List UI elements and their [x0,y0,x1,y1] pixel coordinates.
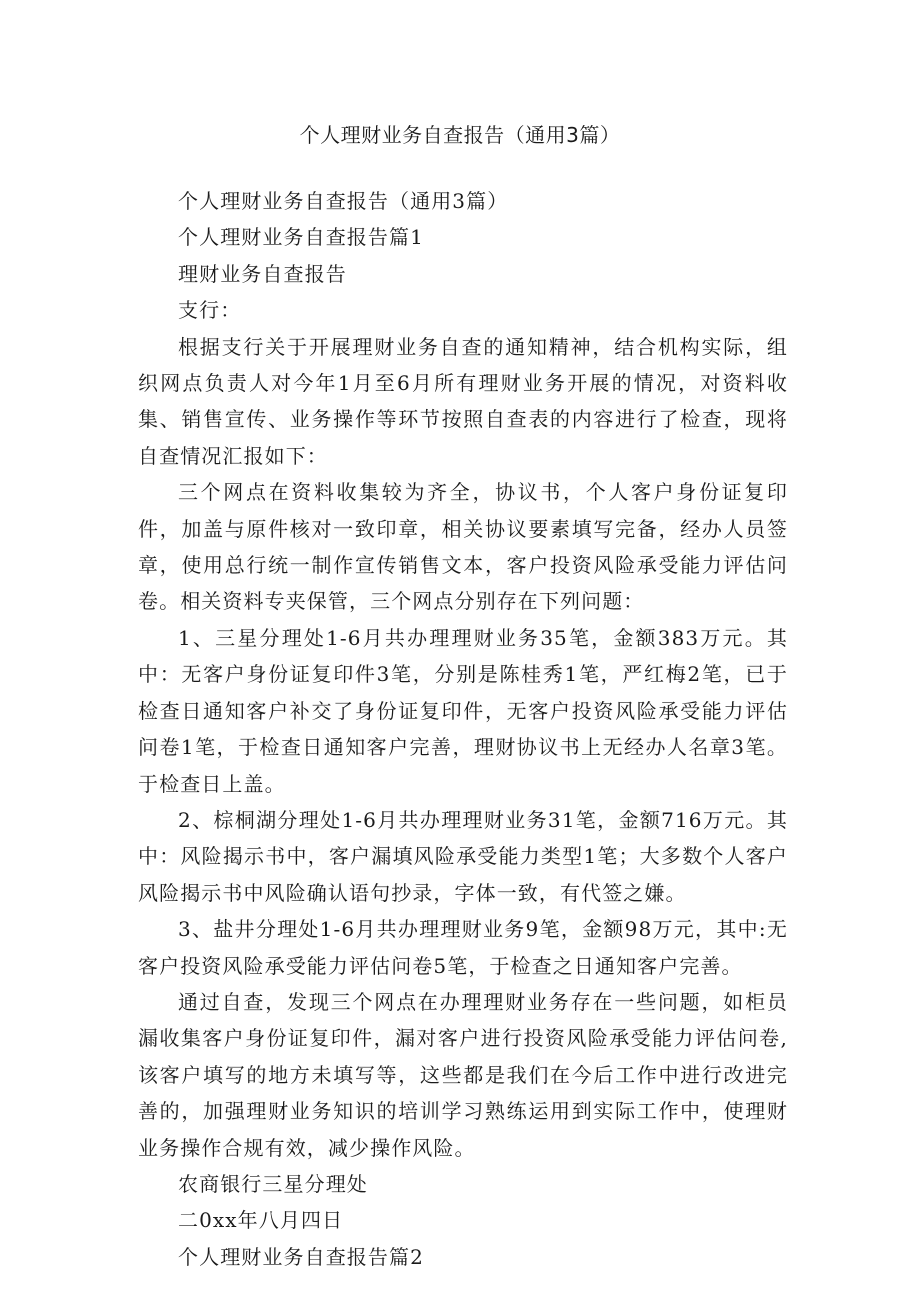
section-heading-2: 个人理财业务自查报告篇2 [178,1244,424,1269]
section-heading-1: 个人理财业务自查报告篇1 [178,225,424,250]
overview-paragraph: 三个网点在资料收集较为齐全，协议书，个人客户身份证复印件，加盖与原件核对一致印章，相关协议要素填写完备，经办人员签章，使用总行统一制作宣传销售文本，客户投资风险承受能力评估问卷。相关资料专夹保管，三个网点分别存在下列问题： [138,480,788,614]
signature-branch: 农商银行三星分理处 [178,1171,368,1196]
issue-paragraph-3: 3、盐井分理处1-6月共办理理财业务9笔，金额98万元，其中:无客户投资风险承受能力评估问卷5笔，于检查之日通知客户完善。 [138,917,788,978]
document-body [138,183,788,1275]
addressee: 支行： [178,298,242,323]
intro-paragraph: 根据支行关于开展理财业务自查的通知精神，结合机构实际，组织网点负责人对今年1月至6月所有理财业务开展的情况，对资料收集、销售宣传、业务操作等环节按照自查表的内容进行了检查，现将自查情况汇报如下： [138,334,788,468]
issue-paragraph-2: 2、棕桐湖分理处1-6月共办理理财业务31笔，金额716万元。其中：风险揭示书中，客户漏填风险承受能力类型1笔；大多数个人客户风险揭示书中风险确认语句抄录，字体一致，有代签之嫌。 [138,807,788,905]
report-heading: 理财业务自查报告 [178,261,347,286]
conclusion-paragraph: 通过自查，发现三个网点在办理理财业务存在一些问题，如柜员漏收集客户身份证复印件，漏对客户进行投资风险承受能力评估问卷,该客户填写的地方未填写等，这些都是我们在今后工作中进行改进完善的，加强理财业务知识的培训学习熟练运用到实际工作中，使理财业务操作合规有效，减少操作风险。 [138,989,788,1160]
issue-paragraph-1: 1、三星分理处1-6月共办理理财业务35笔，金额383万元。其中：无客户身份证复印件3笔，分别是陈桂秀1笔，严红梅2笔，已于检查日通知客户补交了身份证复印件，无客户投资风险承受能力评估问卷1笔，于检查日通知客户完善，理财协议书上无经办人名章3笔。于检查日上盖。 [138,625,788,796]
document-title: 个人理财业务自查报告（通用3篇） [299,123,621,147]
subtitle-paragraph: 个人理财业务自查报告（通用3篇） [178,189,509,213]
signature-date: 二0xx年八月四日 [178,1208,344,1233]
